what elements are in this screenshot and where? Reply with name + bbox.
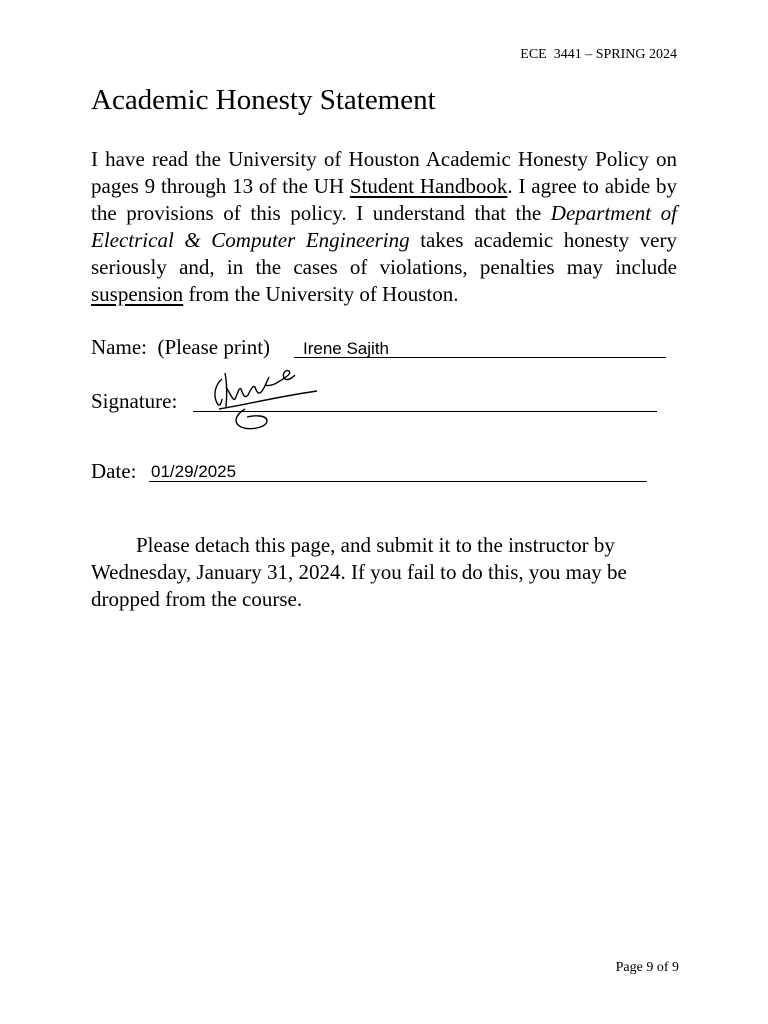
statement-text-1: I have read the University of Houston Academic Honesty Policy on pages 9 through 13 of the UH — [91, 147, 677, 198]
honesty-statement — [91, 146, 677, 308]
student-handbook-text: Student Handbook — [349, 174, 508, 198]
date-field[interactable]: 01/29/2025 — [151, 462, 237, 481]
signature-image — [205, 365, 325, 435]
name-label: Name: (Please print) — [91, 335, 271, 359]
page-title: Academic Honesty Statement — [91, 84, 436, 116]
submission-instructions — [91, 532, 677, 613]
statement-text-2: . I agree to abide by the provisions of this policy. I understand that the — [91, 174, 678, 225]
course-header: ECE 3441 – SPRING 2024 — [520, 47, 677, 62]
name-field[interactable]: Irene Sajith — [303, 339, 389, 358]
signature-label: Signature: — [91, 389, 178, 413]
statement-text-4: from the University of Houston. — [183, 282, 459, 306]
department-name: Department of Electrical & Computer Engineering — [91, 201, 677, 252]
page-number: Page 9 of 9 — [615, 960, 679, 975]
date-label: Date: — [91, 459, 137, 483]
suspension-text: suspension — [91, 282, 184, 306]
instructions-text: Please detach this page, and submit it to the instructor by Wednesday, January 31, 2024. If you fail to do this, you may be dropped from the course. — [91, 533, 627, 611]
statement-text-3: takes academic honesty very seriously and, in the cases of violations, penalties may include — [91, 228, 677, 279]
